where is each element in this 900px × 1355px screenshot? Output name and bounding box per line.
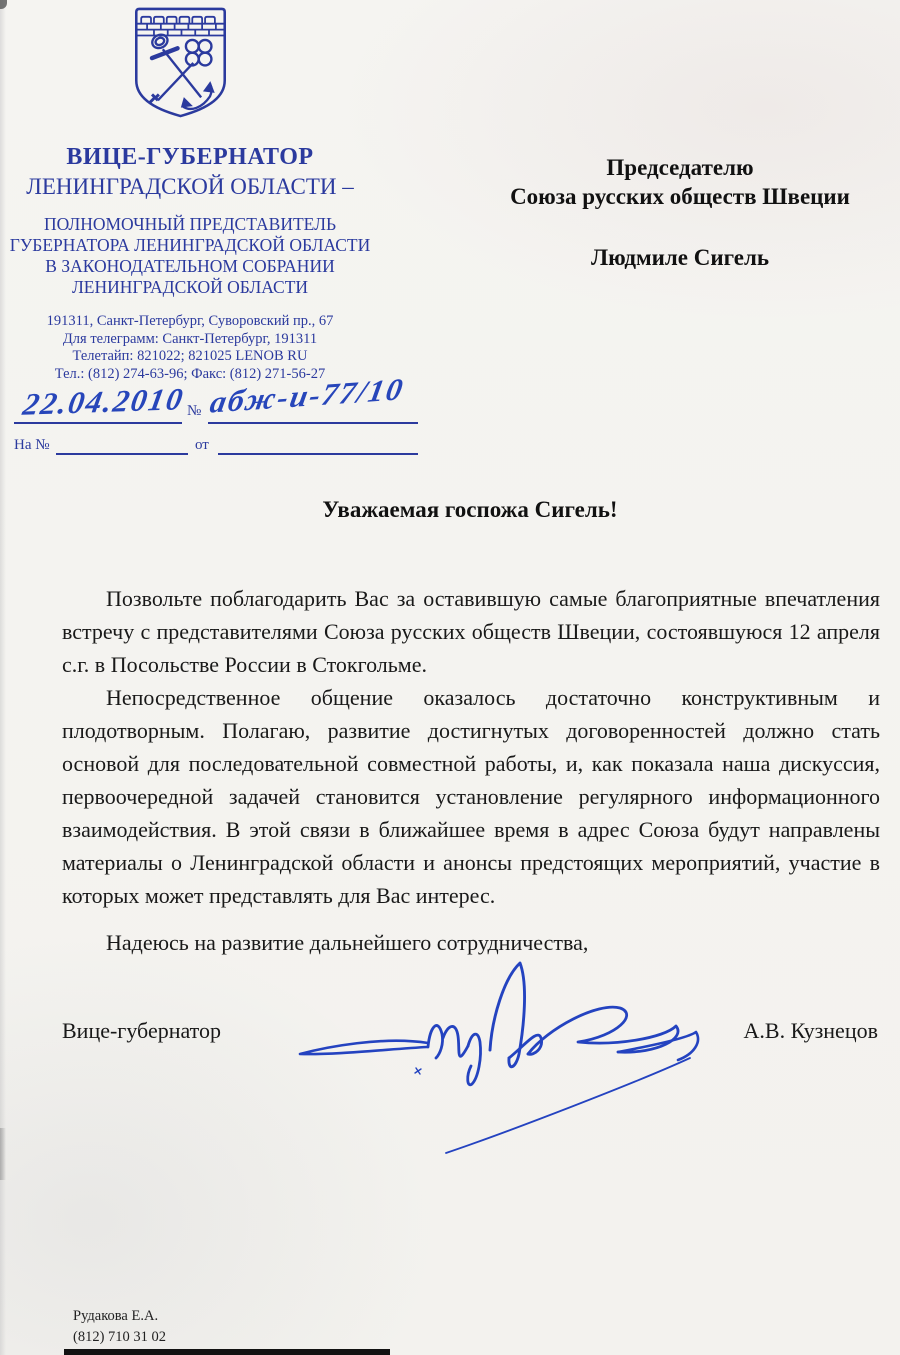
letterhead-address-line: Для телеграмм: Санкт-Петербург, 191311 [62,330,318,347]
letter-body [62,582,880,912]
letterhead-dept-line: ПОЛНОМОЧНЫЙ ПРЕДСТАВИТЕЛЬ [43,214,337,234]
signer-name: А.В. Кузнецов [743,1018,878,1043]
recipient-name: Людмиле Сигель [590,245,770,270]
recipient-organization: Союза русских обществ Швеции [510,184,850,209]
letterhead-title-region: ЛЕНИНГРАДСКОЙ ОБЛАСТИ – [26,174,354,199]
letterhead-dept-line: ЛЕНИНГРАДСКОЙ ОБЛАСТИ [71,277,309,297]
body-paragraph: Позвольте поблагодарить Вас за оставившую самые благоприятные впечатления встречу с представителями Союза русских обществ Швеции, состоявшуюся 12 апреля с.г. в Посольстве России в Стокгольме. [62,586,880,677]
handwritten-date: 22.04.2010 [20,381,188,422]
letterhead-title: ВИЦЕ-ГУБЕРНАТОР [66,144,314,170]
letterhead-address-line: Тел.: (812) 274-63-96; Факс: (812) 271-56-27 [54,365,326,382]
letterhead-address-line: Телетайп: 821022; 821025 LENOB RU [72,348,308,364]
executor-name: Рудакова Е.А. [73,1308,159,1324]
reply-number-label: На № [14,437,50,453]
reply-from-label: от [195,437,209,453]
letterhead-address-line: 191311, Санкт-Петербург, Суворовский пр., 67 [46,313,334,329]
handwritten-signature-icon [278,950,710,1168]
executor-phone: (812) 710 31 02 [73,1329,167,1345]
recipient-block [470,153,890,211]
scan-artifact-edge [0,1128,6,1180]
body-paragraph: Непосредственное общение оказалось достаточно конструктивным и плодотворным. Полагаю, развитие достигнутых договоренностей должно стать основой для последовательной совместной работы, и, как показала наша дискуссия, первоочередной задачей становится установление регулярного информационного взаимодействия. В этой связи в ближайшее время в адрес Союза будут направлены материалы о Ленинградской области и анонсы предстоящих мероприятий, участие в которых может представлять для Вас интерес. [62,685,880,908]
number-underline [208,422,418,424]
leningrad-oblast-coat-of-arms-icon [131,6,230,119]
handwritten-number: абж-и-77/10 [207,371,408,420]
recipient-title: Председателю [606,155,754,180]
reply-number-underline [56,453,188,455]
reply-from-underline [218,453,418,455]
letterhead-dept-line: В ЗАКОНОДАТЕЛЬНОМ СОБРАНИИ [45,256,335,276]
closing-line: Надеюсь на развитие дальнейшего сотрудничества, [106,930,589,955]
date-underline [14,422,182,424]
executor-contact [73,1306,166,1348]
signer-title: Вице-губернатор [62,1018,222,1043]
letterhead-dept-line: ГУБЕРНАТОРА ЛЕНИНГРАДСКОЙ ОБЛАСТИ [9,235,371,255]
number-sign-label: № [187,403,202,419]
letterhead-address [0,313,380,383]
salutation: Уважаемая госпожа Сигель! [322,497,618,522]
scan-artifact-bottom-bar [64,1349,390,1355]
letterhead-department [0,214,380,298]
scan-artifact-corner [0,0,7,9]
